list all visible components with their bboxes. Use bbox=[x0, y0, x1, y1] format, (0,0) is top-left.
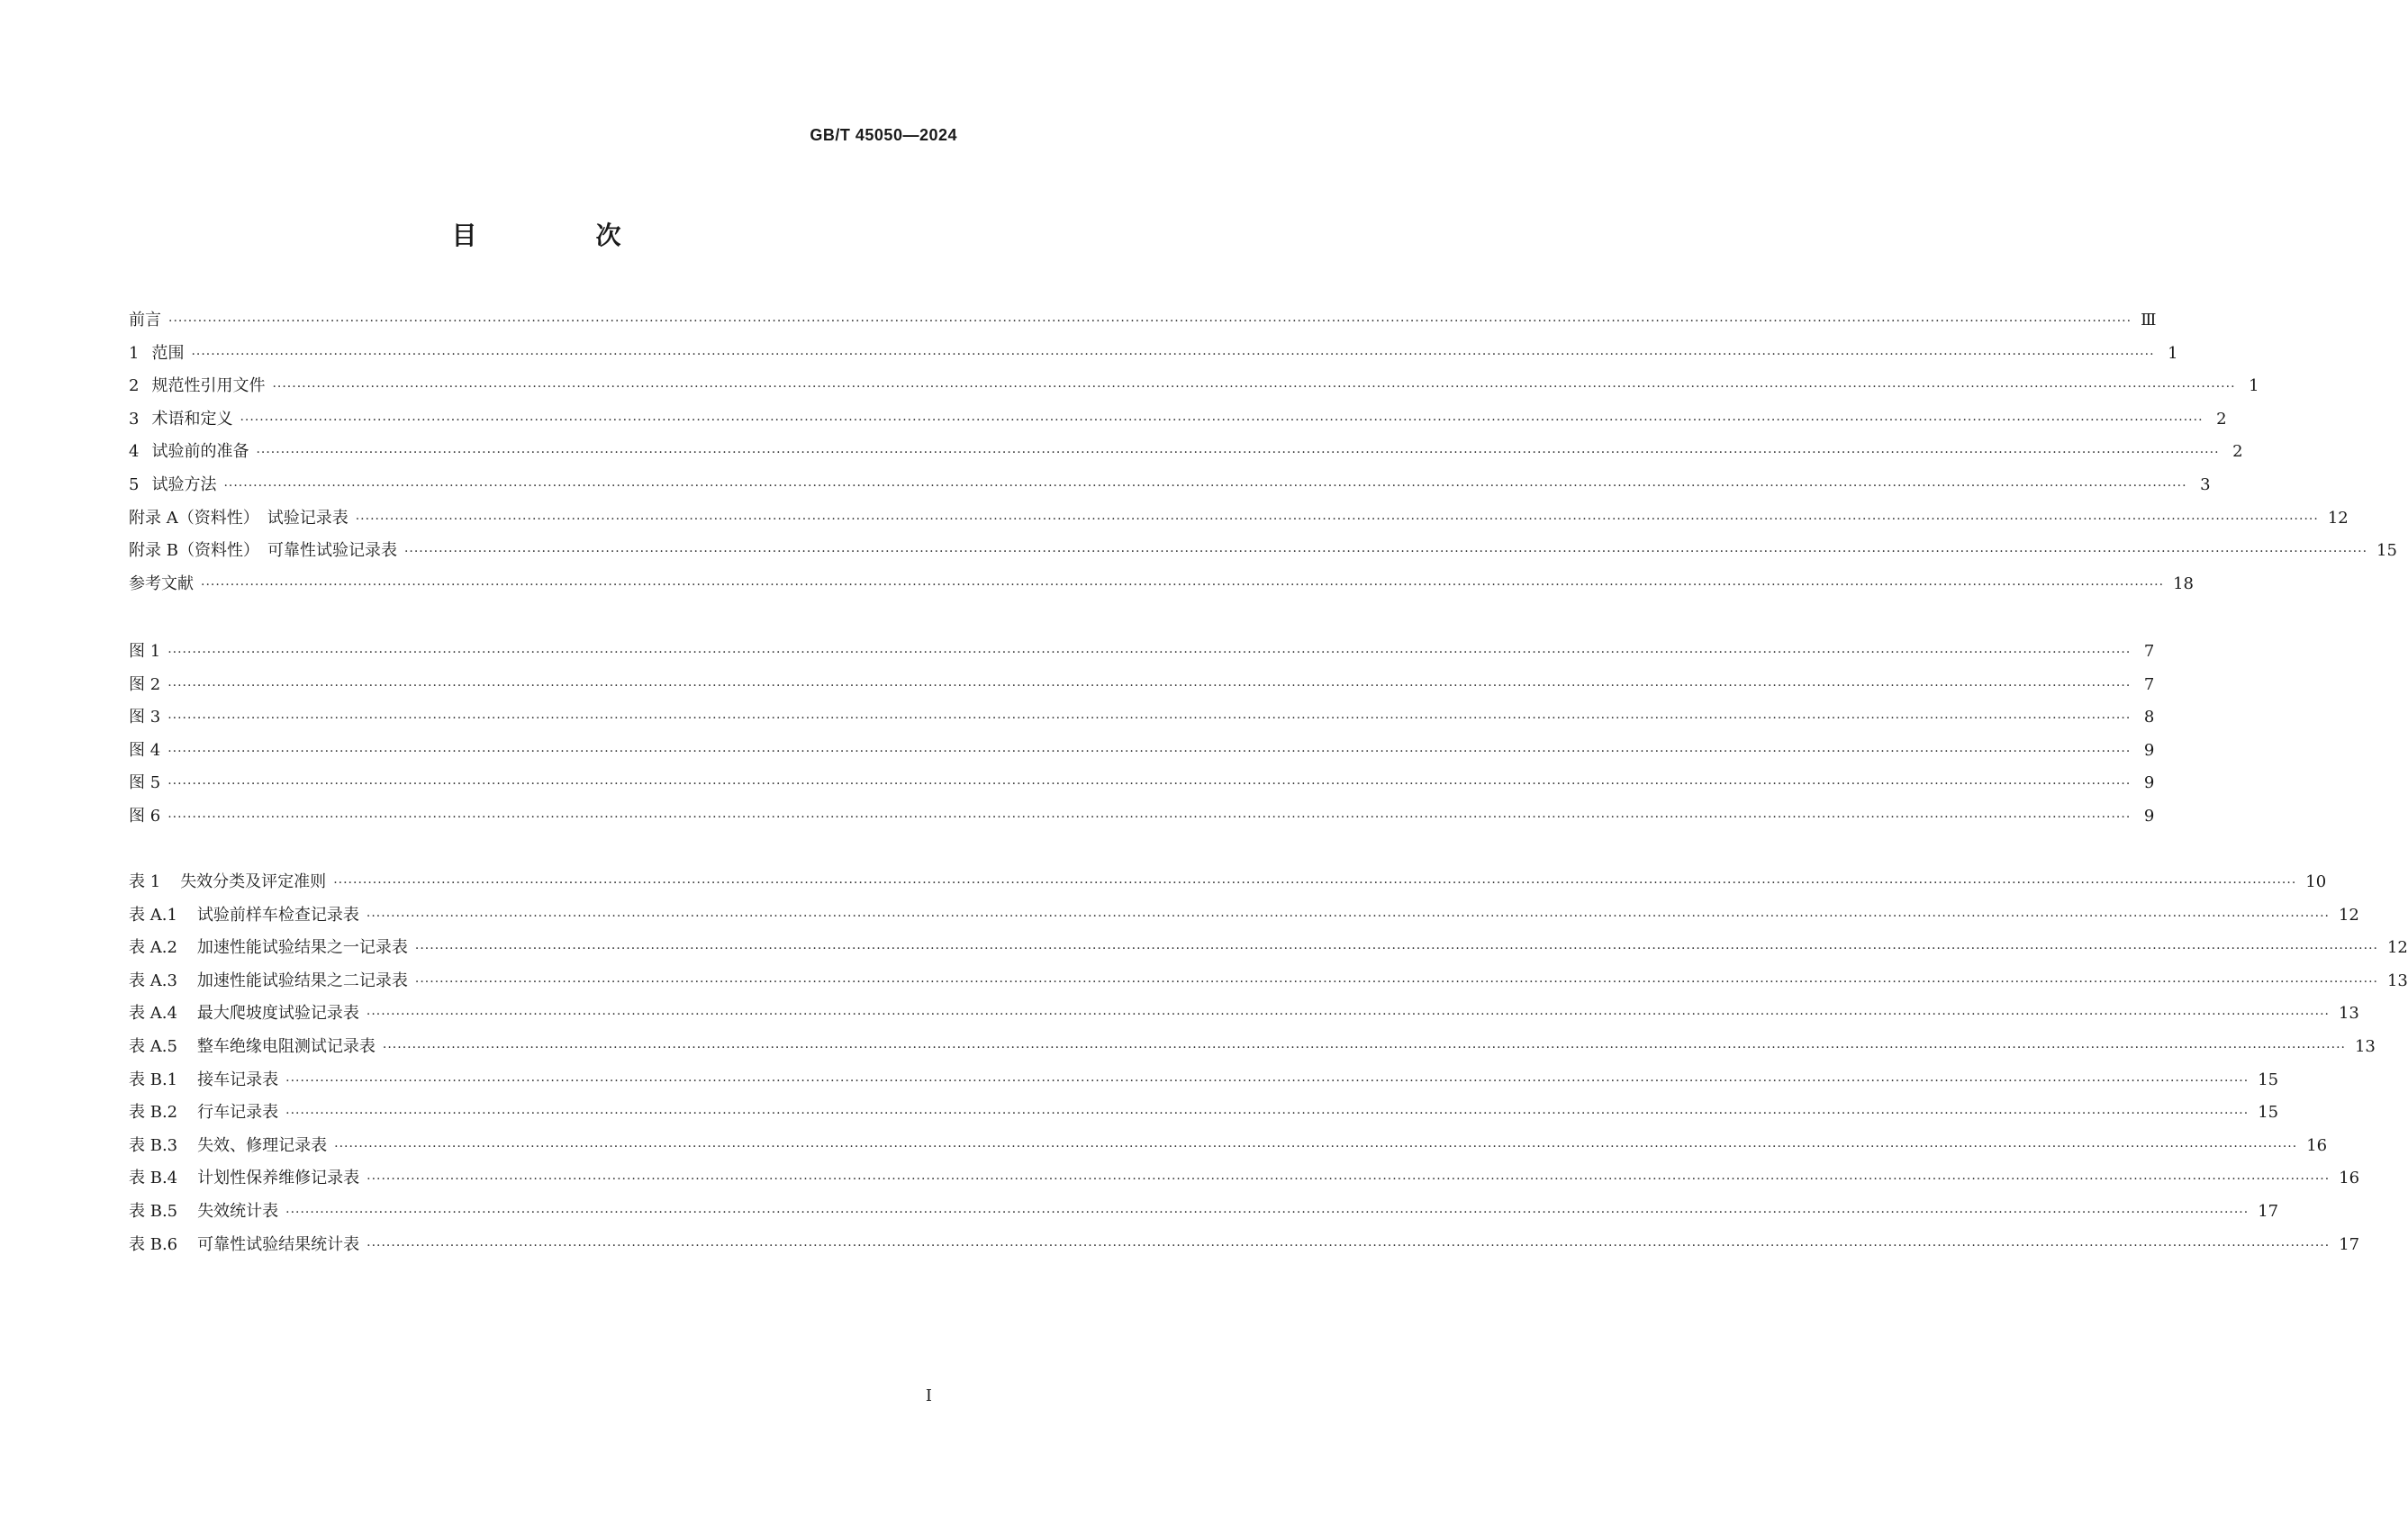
dot-leader: ················································································································································································································································································································································································································ bbox=[168, 314, 2132, 329]
toc-entry-label-group bbox=[129, 1031, 376, 1064]
table-entry-prefix: 表 B.6 bbox=[129, 1234, 178, 1254]
toc-entry-number: 3 bbox=[129, 409, 140, 429]
dot-leader: ················································································································································································································································································································································································································ bbox=[167, 777, 2132, 792]
dot-leader: ················································································································································································································································································································································································································ bbox=[167, 646, 2132, 660]
table-entry-title: 行车记录表 bbox=[197, 1103, 279, 1123]
table-entry-title: 计划性保养维修记录表 bbox=[197, 1169, 360, 1188]
table-entry-prefix: 表 A.3 bbox=[129, 971, 177, 990]
toc-entry[interactable] bbox=[129, 998, 2359, 1031]
toc-entry-label-group bbox=[129, 304, 161, 338]
toc-entry-title: 附录 B（资料性） 可靠性试验记录表 bbox=[129, 541, 397, 561]
toc-entry-label-group bbox=[129, 636, 160, 669]
toc-entry-label-group bbox=[129, 338, 184, 371]
dot-leader: ················································································································································································································································································································································································································ bbox=[414, 974, 2378, 989]
toc-entry-label-group bbox=[129, 866, 326, 899]
toc-entry[interactable] bbox=[129, 403, 2227, 437]
table-entry-prefix: 表 B.3 bbox=[129, 1135, 178, 1155]
toc-entry-page: 10 bbox=[2305, 872, 2327, 891]
dot-leader: ················································································································································································································································································································································································································ bbox=[285, 1205, 2250, 1220]
toc-entry-number: 4 bbox=[129, 442, 140, 462]
toc-entry-page: 16 bbox=[2306, 1135, 2328, 1155]
dot-leader: ················································································································································································································································································································································································································ bbox=[355, 511, 2319, 527]
toc-entry-number: 5 bbox=[129, 474, 140, 494]
toc-entry[interactable] bbox=[129, 932, 2408, 965]
toc-entry[interactable] bbox=[129, 469, 2211, 502]
toc-entry-label-group bbox=[129, 1064, 278, 1097]
toc-entry-page: 7 bbox=[2143, 674, 2155, 694]
toc-entry-label-group bbox=[129, 899, 359, 933]
dot-leader: ················································································································································································································································································································································································································ bbox=[382, 1040, 2346, 1055]
toc-entry-page: 1 bbox=[2249, 376, 2259, 396]
toc-entry[interactable] bbox=[129, 800, 2155, 834]
toc-entry-page: 9 bbox=[2143, 773, 2155, 793]
toc-entry-page: 1 bbox=[2168, 343, 2178, 363]
toc-entry-label-group bbox=[129, 767, 160, 800]
toc-entry[interactable] bbox=[129, 370, 2259, 403]
toc-entry-page: 13 bbox=[2386, 971, 2408, 990]
dot-leader: ················································································································································································································································································································································································································ bbox=[334, 1139, 2298, 1154]
dot-leader: ················································································································································································································································································································································································································ bbox=[414, 942, 2378, 957]
toc-entry-page: 2 bbox=[2216, 409, 2227, 429]
dot-leader: ················································································································································································································································································································································································································ bbox=[167, 711, 2132, 727]
toc-entry[interactable] bbox=[129, 338, 2178, 371]
dot-leader: ················································································································································································································································································································································································································ bbox=[201, 577, 2165, 592]
toc-entry-label-group bbox=[129, 1162, 359, 1196]
table-entry-title: 最大爬坡度试验记录表 bbox=[196, 1004, 359, 1024]
toc-entry-label-group bbox=[129, 535, 397, 568]
toc-entry-page: 18 bbox=[2173, 573, 2194, 593]
toc-entry-page: 12 bbox=[2386, 938, 2408, 958]
toc-entry-page: 9 bbox=[2143, 740, 2155, 760]
toc-entry-label-group bbox=[129, 701, 160, 735]
toc-entry-label-group bbox=[129, 998, 359, 1031]
toc-entry[interactable] bbox=[129, 1097, 2279, 1130]
figure-entry-title: 图 3 bbox=[129, 708, 161, 727]
toc-entry-page: 15 bbox=[2258, 1103, 2279, 1123]
toc-entry-label-group bbox=[129, 800, 160, 834]
toc-entry-page: 15 bbox=[2376, 541, 2397, 561]
table-entry-title: 可靠性试验结果统计表 bbox=[197, 1234, 360, 1254]
table-entry-prefix: 表 A.2 bbox=[129, 938, 177, 958]
toc-entry-page: 13 bbox=[2338, 1004, 2359, 1024]
dot-leader: ················································································································································································································································································································································································································ bbox=[167, 744, 2132, 759]
table-entry-title: 整车绝缘电阻测试记录表 bbox=[196, 1036, 376, 1056]
toc-entry-title: 附录 A（资料性） 试验记录表 bbox=[129, 508, 349, 528]
footer-page-number: Ⅰ bbox=[925, 1386, 932, 1405]
toc-entry-page: 8 bbox=[2143, 708, 2155, 727]
toc-entry-label-group bbox=[129, 502, 349, 536]
toc-entry-page: 17 bbox=[2258, 1201, 2279, 1221]
toc-entry-label-group bbox=[129, 1130, 327, 1163]
toc-entry-page: 16 bbox=[2339, 1169, 2360, 1188]
toc-entry[interactable] bbox=[129, 568, 2194, 601]
toc-entry[interactable] bbox=[129, 899, 2359, 933]
standard-number: GB/T 45050—2024 bbox=[810, 126, 957, 144]
toc-entry-title: 规范性引用文件 bbox=[151, 376, 266, 396]
dot-leader: ················································································································································································································································································································································································································ bbox=[240, 412, 2204, 428]
toc-entry[interactable] bbox=[129, 1031, 2376, 1064]
toc-entry-page: 9 bbox=[2143, 806, 2155, 826]
toc-entry[interactable] bbox=[129, 965, 2408, 998]
figure-entry-title: 图 5 bbox=[129, 773, 161, 793]
toc-entry-page: 3 bbox=[2200, 474, 2211, 494]
toc-entry-label-group bbox=[129, 965, 408, 998]
table-entry-title: 加速性能试验结果之二记录表 bbox=[196, 971, 408, 990]
toc-entry-title: 试验前的准备 bbox=[151, 442, 249, 462]
dot-leader: ················································································································································································································································································································································································································ bbox=[367, 1172, 2331, 1187]
toc-entry-label-group bbox=[129, 436, 249, 469]
toc-entry-page: 12 bbox=[2338, 905, 2359, 925]
toc-entry[interactable] bbox=[129, 735, 2155, 768]
toc-entry[interactable] bbox=[129, 535, 2397, 568]
toc-entry[interactable] bbox=[129, 701, 2155, 735]
toc-entry-title: 范围 bbox=[151, 343, 185, 363]
toc-entry-title: 参考文献 bbox=[129, 573, 194, 593]
toc-entry-title: 术语和定义 bbox=[151, 409, 233, 429]
toc-entry-number: 2 bbox=[129, 376, 140, 396]
toc-tables bbox=[129, 866, 2408, 1261]
toc-entry-label-group bbox=[129, 932, 408, 965]
dot-leader: ················································································································································································································································································································································································································ bbox=[367, 1238, 2331, 1253]
table-entry-title: 失效分类及评定准则 bbox=[180, 872, 327, 891]
toc-entry[interactable] bbox=[129, 304, 2157, 338]
figure-entry-title: 图 6 bbox=[129, 806, 161, 826]
toc-figures bbox=[129, 636, 2155, 834]
table-entry-prefix: 表 B.4 bbox=[129, 1169, 178, 1188]
dot-leader: ················································································································································································································································································································································································································ bbox=[285, 1073, 2250, 1088]
toc-entry[interactable] bbox=[129, 1196, 2279, 1229]
dot-leader: ················································································································································································································································································································································································································ bbox=[333, 876, 2297, 890]
toc-entry[interactable] bbox=[129, 1162, 2360, 1196]
dot-leader: ················································································································································································································································································································································································································ bbox=[272, 380, 2236, 395]
table-entry-prefix: 表 A.4 bbox=[129, 1004, 177, 1024]
table-entry-title: 接车记录表 bbox=[197, 1070, 279, 1089]
toc-entry[interactable] bbox=[129, 866, 2327, 899]
dot-leader: ················································································································································································································································································································································································································ bbox=[285, 1106, 2250, 1122]
table-entry-prefix: 表 1 bbox=[129, 872, 161, 891]
dot-leader: ················································································································································································································································································································································································································ bbox=[223, 478, 2187, 493]
dot-leader: ················································································································································································································································································································································································································ bbox=[256, 446, 2220, 461]
toc-entry-page: 12 bbox=[2327, 508, 2349, 528]
figure-entry-title: 图 1 bbox=[129, 642, 161, 661]
toc-entry-page: 15 bbox=[2258, 1070, 2279, 1089]
toc-chapters bbox=[129, 304, 2397, 600]
table-entry-title: 失效统计表 bbox=[197, 1201, 279, 1221]
toc-entry[interactable] bbox=[129, 1229, 2360, 1262]
toc-entry-label-group bbox=[129, 568, 194, 601]
toc-entry-label-group bbox=[129, 669, 160, 702]
table-entry-prefix: 表 B.5 bbox=[129, 1201, 178, 1221]
toc-entry-title: 试验方法 bbox=[151, 474, 217, 494]
toc-entry-label-group bbox=[129, 1229, 359, 1262]
dot-leader: ················································································································································································································································································································································································································ bbox=[167, 678, 2132, 693]
table-entry-title: 试验前样车检查记录表 bbox=[196, 905, 359, 925]
toc-entry[interactable] bbox=[129, 636, 2155, 669]
dot-leader: ················································································································································································································································································································································································································ bbox=[366, 908, 2330, 924]
toc-entry-page: Ⅲ bbox=[2141, 311, 2157, 330]
table-entry-prefix: 表 A.1 bbox=[129, 905, 177, 925]
dot-leader: ················································································································································································································································································································································································································ bbox=[191, 347, 2155, 362]
table-entry-prefix: 表 B.1 bbox=[129, 1070, 178, 1089]
figure-entry-title: 图 2 bbox=[129, 674, 161, 694]
toc-entry-label-group bbox=[129, 403, 232, 437]
dot-leader: ················································································································································································································································································································································································································ bbox=[366, 1007, 2330, 1023]
toc-entry-label-group bbox=[129, 469, 216, 502]
table-entry-title: 失效、修理记录表 bbox=[197, 1135, 328, 1155]
table-entry-prefix: 表 A.5 bbox=[129, 1036, 177, 1056]
toc-entry-number: 1 bbox=[129, 343, 140, 363]
page-title: 目 次 bbox=[451, 221, 668, 250]
dot-leader: ················································································································································································································································································································································································································ bbox=[167, 809, 2132, 825]
toc-entry[interactable] bbox=[129, 1130, 2328, 1163]
toc-entry[interactable] bbox=[129, 669, 2155, 702]
toc-entry-page: 13 bbox=[2354, 1036, 2376, 1056]
toc-entry[interactable] bbox=[129, 502, 2349, 536]
table-entry-prefix: 表 B.2 bbox=[129, 1103, 178, 1123]
figure-entry-title: 图 4 bbox=[129, 740, 161, 760]
toc-entry-label-group bbox=[129, 1196, 278, 1229]
toc-entry[interactable] bbox=[129, 1064, 2279, 1097]
toc-entry-label-group bbox=[129, 1097, 278, 1130]
toc-entry-label-group bbox=[129, 735, 160, 768]
table-entry-title: 加速性能试验结果之一记录表 bbox=[196, 938, 408, 958]
toc-entry-label-group bbox=[129, 370, 265, 403]
toc-entry[interactable] bbox=[129, 436, 2243, 469]
toc-entry-page: 7 bbox=[2143, 642, 2155, 661]
toc-entry[interactable] bbox=[129, 767, 2155, 800]
toc-entry-page: 17 bbox=[2339, 1234, 2360, 1254]
toc-entry-page: 2 bbox=[2232, 442, 2243, 462]
dot-leader: ················································································································································································································································································································································································································ bbox=[403, 545, 2368, 560]
toc-entry-title: 前言 bbox=[129, 311, 161, 330]
